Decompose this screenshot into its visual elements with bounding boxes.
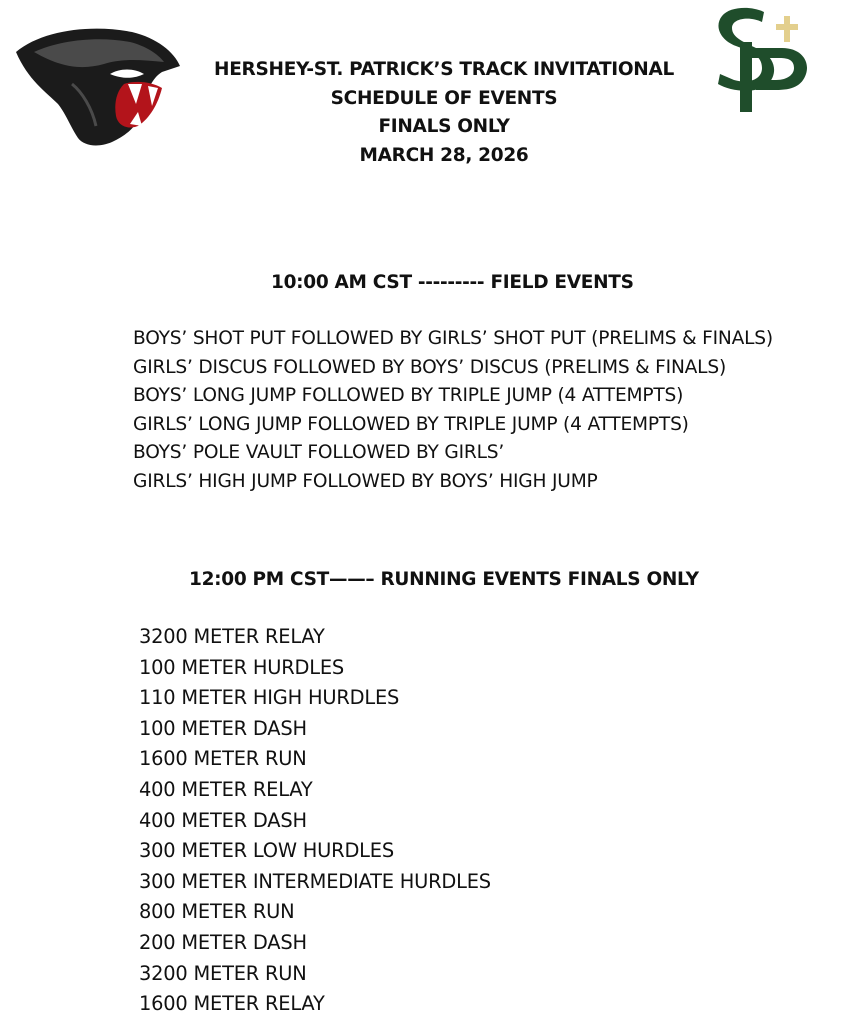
- panther-head-icon: [12, 22, 184, 148]
- header-date: MARCH 28, 2026: [359, 144, 529, 166]
- header-finals: FINALS ONLY: [378, 116, 510, 137]
- list-item: 400 METER DASH: [139, 808, 307, 832]
- field-events-heading: 10:00 AM CST --------- FIELD EVENTS: [271, 272, 634, 293]
- list-item: BOYS’ POLE VAULT FOLLOWED BY GIRLS’: [133, 442, 505, 464]
- sp-monogram-icon: [712, 2, 812, 114]
- document-header: [184, 56, 704, 170]
- list-item: 800 METER RUN: [139, 900, 295, 924]
- list-item: 300 METER INTERMEDIATE HURDLES: [139, 869, 491, 893]
- list-item: GIRLS’ HIGH JUMP FOLLOWED BY BOYS’ HIGH JUMP: [133, 470, 598, 492]
- list-item: 3200 METER RUN: [139, 961, 307, 985]
- running-events-list: [139, 622, 491, 1020]
- list-item: 3200 METER RELAY: [139, 625, 325, 648]
- list-item: 1600 METER RELAY: [139, 992, 325, 1016]
- list-item: BOYS’ SHOT PUT FOLLOWED BY GIRLS’ SHOT PUT (PRELIMS & FINALS): [133, 328, 773, 349]
- list-item: 200 METER DASH: [139, 930, 307, 954]
- list-item: GIRLS’ LONG JUMP FOLLOWED BY TRIPLE JUMP (4 ATTEMPTS): [133, 413, 689, 435]
- header-subtitle: SCHEDULE OF EVENTS: [330, 87, 558, 109]
- list-item: 300 METER LOW HURDLES: [139, 839, 394, 863]
- list-item: GIRLS’ DISCUS FOLLOWED BY BOYS’ DISCUS (PRELIMS & FINALS): [133, 356, 726, 378]
- field-events-list: [133, 325, 773, 497]
- header-title: HERSHEY-ST. PATRICK’S TRACK INVITATIONAL: [214, 59, 674, 80]
- list-item: BOYS’ LONG JUMP FOLLOWED BY TRIPLE JUMP (4 ATTEMPTS): [133, 385, 684, 407]
- list-item: 400 METER RELAY: [139, 777, 313, 801]
- list-item: 100 METER DASH: [139, 716, 307, 740]
- list-item: 1600 METER RUN: [139, 747, 307, 771]
- list-item: 110 METER HIGH HURDLES: [139, 686, 400, 710]
- running-events-heading: 12:00 PM CST——– RUNNING EVENTS FINALS ONLY: [189, 569, 699, 590]
- list-item: 100 METER HURDLES: [139, 655, 345, 679]
